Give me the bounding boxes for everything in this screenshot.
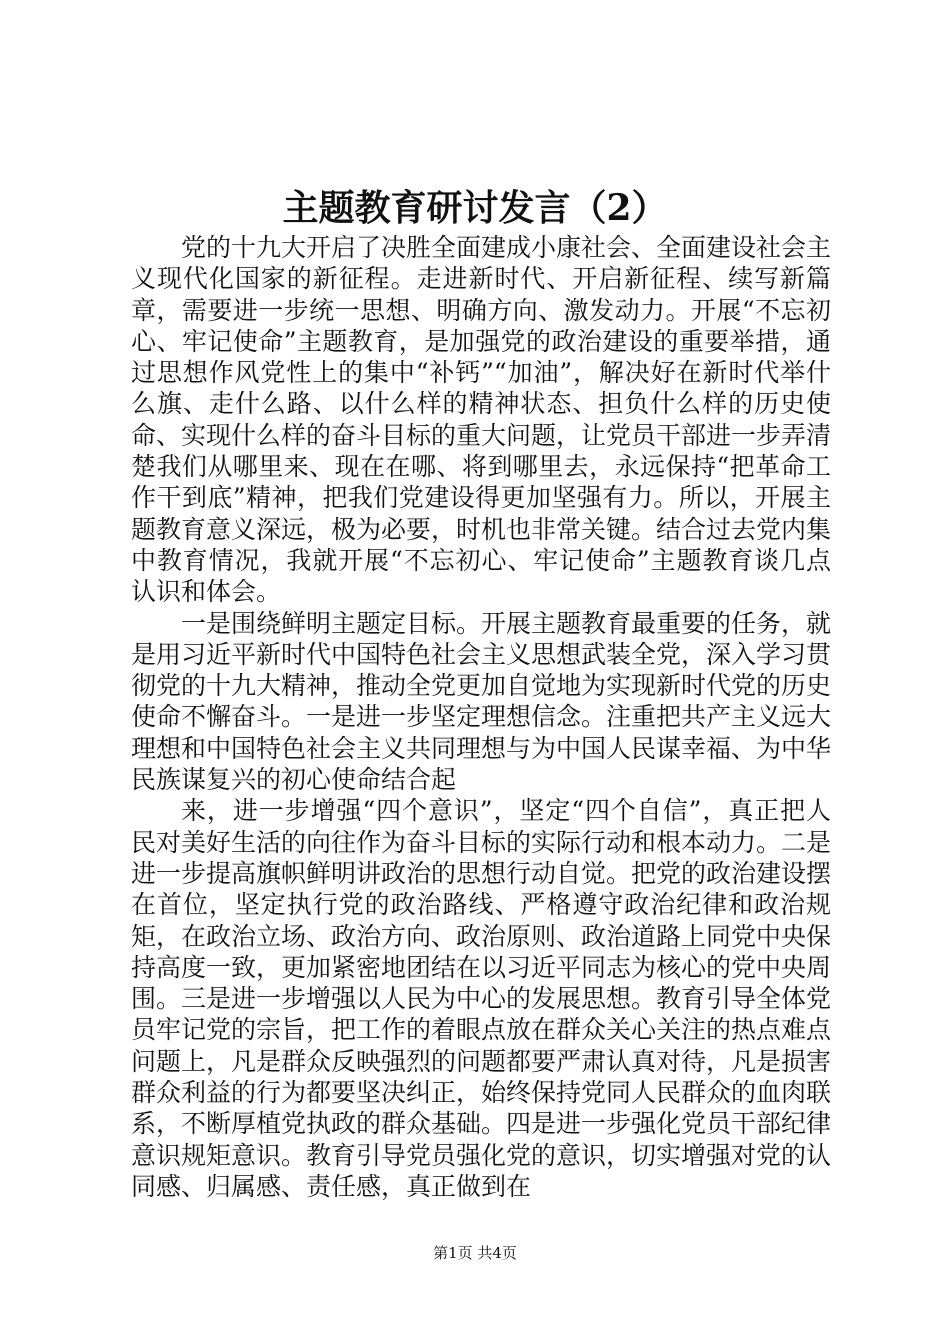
paragraph-1: 党的十九大开启了决胜全面建成小康社会、全面建设社会主义现代化国家的新征程。走进新时代、开启新征程、续写新篇章，需要进一步统一思想、明确方向、激发动力。开展“不忘初心、牢记使命”主题教育，是加强党的政治建设的重要举措，通过思想作风党性上的集中“补钙”“加油”，解决好在新时代举什么旗、走什么路、以什么样的精神状态、担负什么样的历史使命、实现什么样的奋斗目标的重大问题，让党员干部进一步弄清楚我们从哪里来、现在在哪、将到哪里去，永远保持“把革命工作干到底”精神，把我们党建设得更加坚强有力。所以，开展主题教育意义深远，极为必要，时机也非常关键。结合过去党内集中教育情况，我就开展“不忘初心、牢记使命”主题教育谈几点认识和体会。 — [131, 233, 832, 607]
document-body — [131, 232, 831, 1202]
document-title: 主题教育研讨发言（2） — [282, 187, 668, 229]
page-footer: 第1页 共4页 — [433, 1244, 517, 1262]
paragraph-3: 来，进一步增强“四个意识”，坚定“四个自信”，真正把人民对美好生活的向往作为奋斗目标的实际行动和根本动力。二是进一步提高旗帜鲜明讲政治的思想行动自觉。把党的政治建设摆在首位，坚定执行党的政治路线、严格遵守政治纪律和政治规矩，在政治立场、政治方向、政治原则、政治道路上同党中央保持高度一致，更加紧密地团结在以习近平同志为核心的党中央周围。三是进一步增强以人民为中心的发展思想。教育引导全体党员牢记党的宗旨，把工作的着眼点放在群众关心关注的热点难点问题上，凡是群众反映强烈的问题都要严肃认真对待，凡是损害群众利益的行为都要坚决纠正，始终保持党同人民群众的血肉联系，不断厚植党执政的群众基础。四是进一步强化党员干部纪律意识规矩意识。教育引导党员强化党的意识，切实增强对党的认同感、归属感、责任感，真正做到在 — [131, 796, 832, 1201]
paragraph-2: 一是围绕鲜明主题定目标。开展主题教育最重要的任务，就是用习近平新时代中国特色社会主义思想武装全党，深入学习贯彻党的十九大精神，推动全党更加自觉地为实现新时代党的历史使命不懈奋斗。一是进一步坚定理想信念。注重把共产主义远大理想和中国特色社会主义共同理想与为中国人民谋幸福、为中华民族谋复兴的初心使命结合起 — [131, 608, 832, 795]
